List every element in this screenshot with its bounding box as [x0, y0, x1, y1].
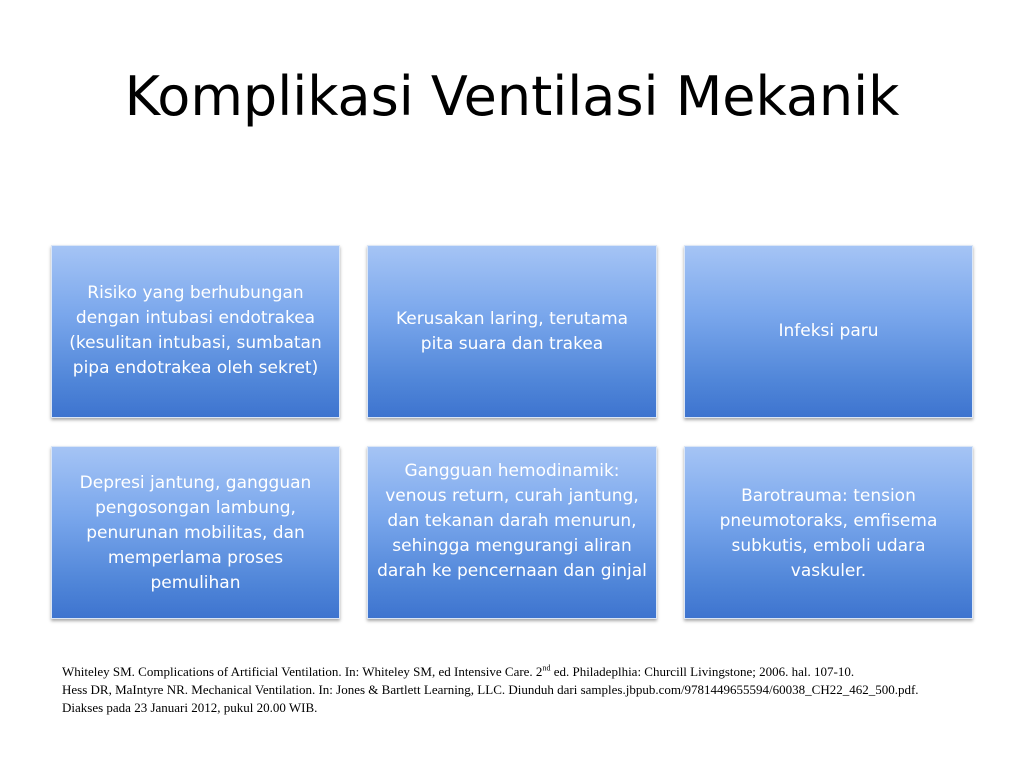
complication-box-barotrauma	[684, 446, 973, 619]
box-text: Infeksi paru	[778, 321, 879, 341]
box-text: Gangguan hemodinamik: venous return, curah jantung, dan tekanan darah menurun, sehingga mengurangi aliran darah ke pencernaan dan ginjal	[377, 461, 647, 581]
box-text: Kerusakan laring, terutama pita suara dan trakea	[395, 309, 629, 354]
references	[62, 663, 962, 717]
reference-2: Hess DR, MaIntyre NR. Mechanical Ventilation. In: Jones & Bartlett Learning, LLC. Diunduh dari samples.jbpub.com/9781449655594/60038_CH22_462_500.pdf. Diakses pada 23 Januari 2012, pukul 20.00 WIB.	[62, 682, 919, 715]
slide-title: Komplikasi Ventilasi Mekanik	[124, 65, 900, 128]
box-text: Risiko yang berhubungan dengan intubasi endotrakea (kesulitan intubasi, sumbatan pipa endotrakea oleh sekret)	[69, 283, 322, 378]
complication-box-larynx-damage	[367, 245, 657, 418]
box-text: Depresi jantung, gangguan pengosongan lambung, penurunan mobilitas, dan memperlama proses pemulihan	[79, 473, 312, 593]
complication-box-intubation	[51, 245, 340, 418]
box-text: Barotrauma: tension pneumotoraks, emfisema subkutis, emboli udara vaskuler.	[719, 486, 938, 581]
complication-box-hemodynamic	[367, 446, 657, 619]
reference-1: Whiteley SM. Complications of Artificial Ventilation. In: Whiteley SM, ed Intensive Care. 2nd ed. Philadeplhia: Churcill Livingstone; 2006. hal. 107-10.	[62, 663, 855, 679]
complication-box-lung-infection	[684, 245, 973, 418]
complication-box-cardiac-depression	[51, 446, 340, 619]
